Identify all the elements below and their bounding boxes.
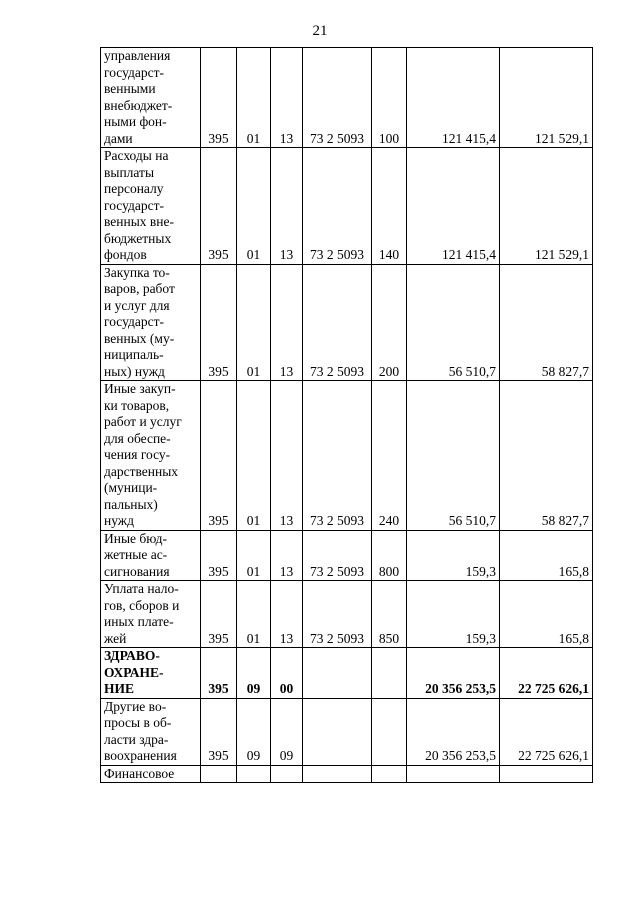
sum-year2-cell: 58 827,7 [500,264,593,381]
page-number: 21 [312,23,328,39]
pr-cell: 13 [271,381,303,531]
csr-cell [303,648,372,699]
rz-cell: 01 [237,530,271,581]
csr-cell [303,698,372,765]
vr-cell [372,698,407,765]
sum-year1-cell: 20 356 253,5 [407,648,500,699]
vr-cell: 200 [372,264,407,381]
pr-cell: 09 [271,698,303,765]
pr-cell: 13 [271,581,303,648]
row-name-cell [101,648,201,699]
csr-cell: 73 2 5093 [303,581,372,648]
row-name: Закупка то- варов, работ и услуг для государст- венных (му- ниципаль- ных) нужд [104,264,175,379]
rz-cell [237,765,271,783]
ved-cell: 395 [201,530,237,581]
row-name-cell [101,148,201,265]
rz-cell: 01 [237,148,271,265]
row-name-cell [101,581,201,648]
row-name-cell [101,264,201,381]
sum-year1-cell: 20 356 253,5 [407,698,500,765]
sum-year2-cell: 165,8 [500,581,593,648]
csr-cell: 73 2 5093 [303,48,372,148]
pr-cell: 13 [271,148,303,265]
vr-cell: 140 [372,148,407,265]
sum-year1-cell: 159,3 [407,581,500,648]
table-row [101,765,593,783]
rz-cell: 09 [237,698,271,765]
row-name: Финансовое [104,765,175,781]
vr-cell: 850 [372,581,407,648]
budget-table [100,47,593,783]
csr-cell: 73 2 5093 [303,530,372,581]
ved-cell: 395 [201,48,237,148]
csr-cell: 73 2 5093 [303,381,372,531]
vr-cell: 800 [372,530,407,581]
sum-year1-cell [407,765,500,783]
table-row [101,264,593,381]
table-row [101,698,593,765]
pr-cell: 13 [271,264,303,381]
row-name-cell [101,698,201,765]
pr-cell [271,765,303,783]
sum-year2-cell [500,765,593,783]
table-row [101,48,593,148]
sum-year1-cell: 121 415,4 [407,48,500,148]
pr-cell: 13 [271,530,303,581]
ved-cell [201,765,237,783]
csr-cell: 73 2 5093 [303,264,372,381]
ved-cell: 395 [201,148,237,265]
row-name: Уплата нало- гов, сборов и иных плате- жей [104,581,180,646]
pr-cell: 00 [271,648,303,699]
rz-cell: 09 [237,648,271,699]
sum-year1-cell: 159,3 [407,530,500,581]
rz-cell: 01 [237,264,271,381]
vr-cell [372,765,407,783]
rz-cell: 01 [237,581,271,648]
row-name-cell [101,48,201,148]
row-name-cell [101,765,201,783]
sum-year2-cell: 121 529,1 [500,48,593,148]
row-name-cell [101,381,201,531]
row-name-cell [101,530,201,581]
table-row [101,581,593,648]
csr-cell: 73 2 5093 [303,148,372,265]
sum-year2-cell: 22 725 626,1 [500,698,593,765]
rz-cell: 01 [237,381,271,531]
sum-year1-cell: 56 510,7 [407,381,500,531]
vr-cell: 240 [372,381,407,531]
ved-cell: 395 [201,698,237,765]
ved-cell: 395 [201,581,237,648]
rz-cell: 01 [237,48,271,148]
sum-year2-cell: 58 827,7 [500,381,593,531]
row-name: Иные закуп- ки товаров, работ и услуг для обеспе- чения госу- дарственных (муници- пальных) нужд [104,381,182,528]
table-row [101,148,593,265]
vr-cell: 100 [372,48,407,148]
table-row [101,381,593,531]
table-row-section [101,648,593,699]
csr-cell [303,765,372,783]
sum-year1-cell: 56 510,7 [407,264,500,381]
row-name: Расходы на выплаты персоналу государст- венных вне- бюджетных фондов [104,148,175,262]
pr-cell: 13 [271,48,303,148]
row-name: управления государст- венными внебюджет- ными фон- дами [104,48,173,146]
sum-year2-cell: 121 529,1 [500,148,593,265]
vr-cell [372,648,407,699]
ved-cell: 395 [201,648,237,699]
sum-year2-cell: 22 725 626,1 [500,648,593,699]
section-name: ЗДРАВО- ОХРАНЕ- НИЕ [104,648,164,696]
sum-year1-cell: 121 415,4 [407,148,500,265]
row-name: Иные бюд- жетные ас- сигнования [104,530,170,579]
sum-year2-cell: 165,8 [500,530,593,581]
ved-cell: 395 [201,381,237,531]
row-name: Другие во- просы в об- ласти здра- воохранения [104,698,177,763]
ved-cell: 395 [201,264,237,381]
table-row [101,530,593,581]
